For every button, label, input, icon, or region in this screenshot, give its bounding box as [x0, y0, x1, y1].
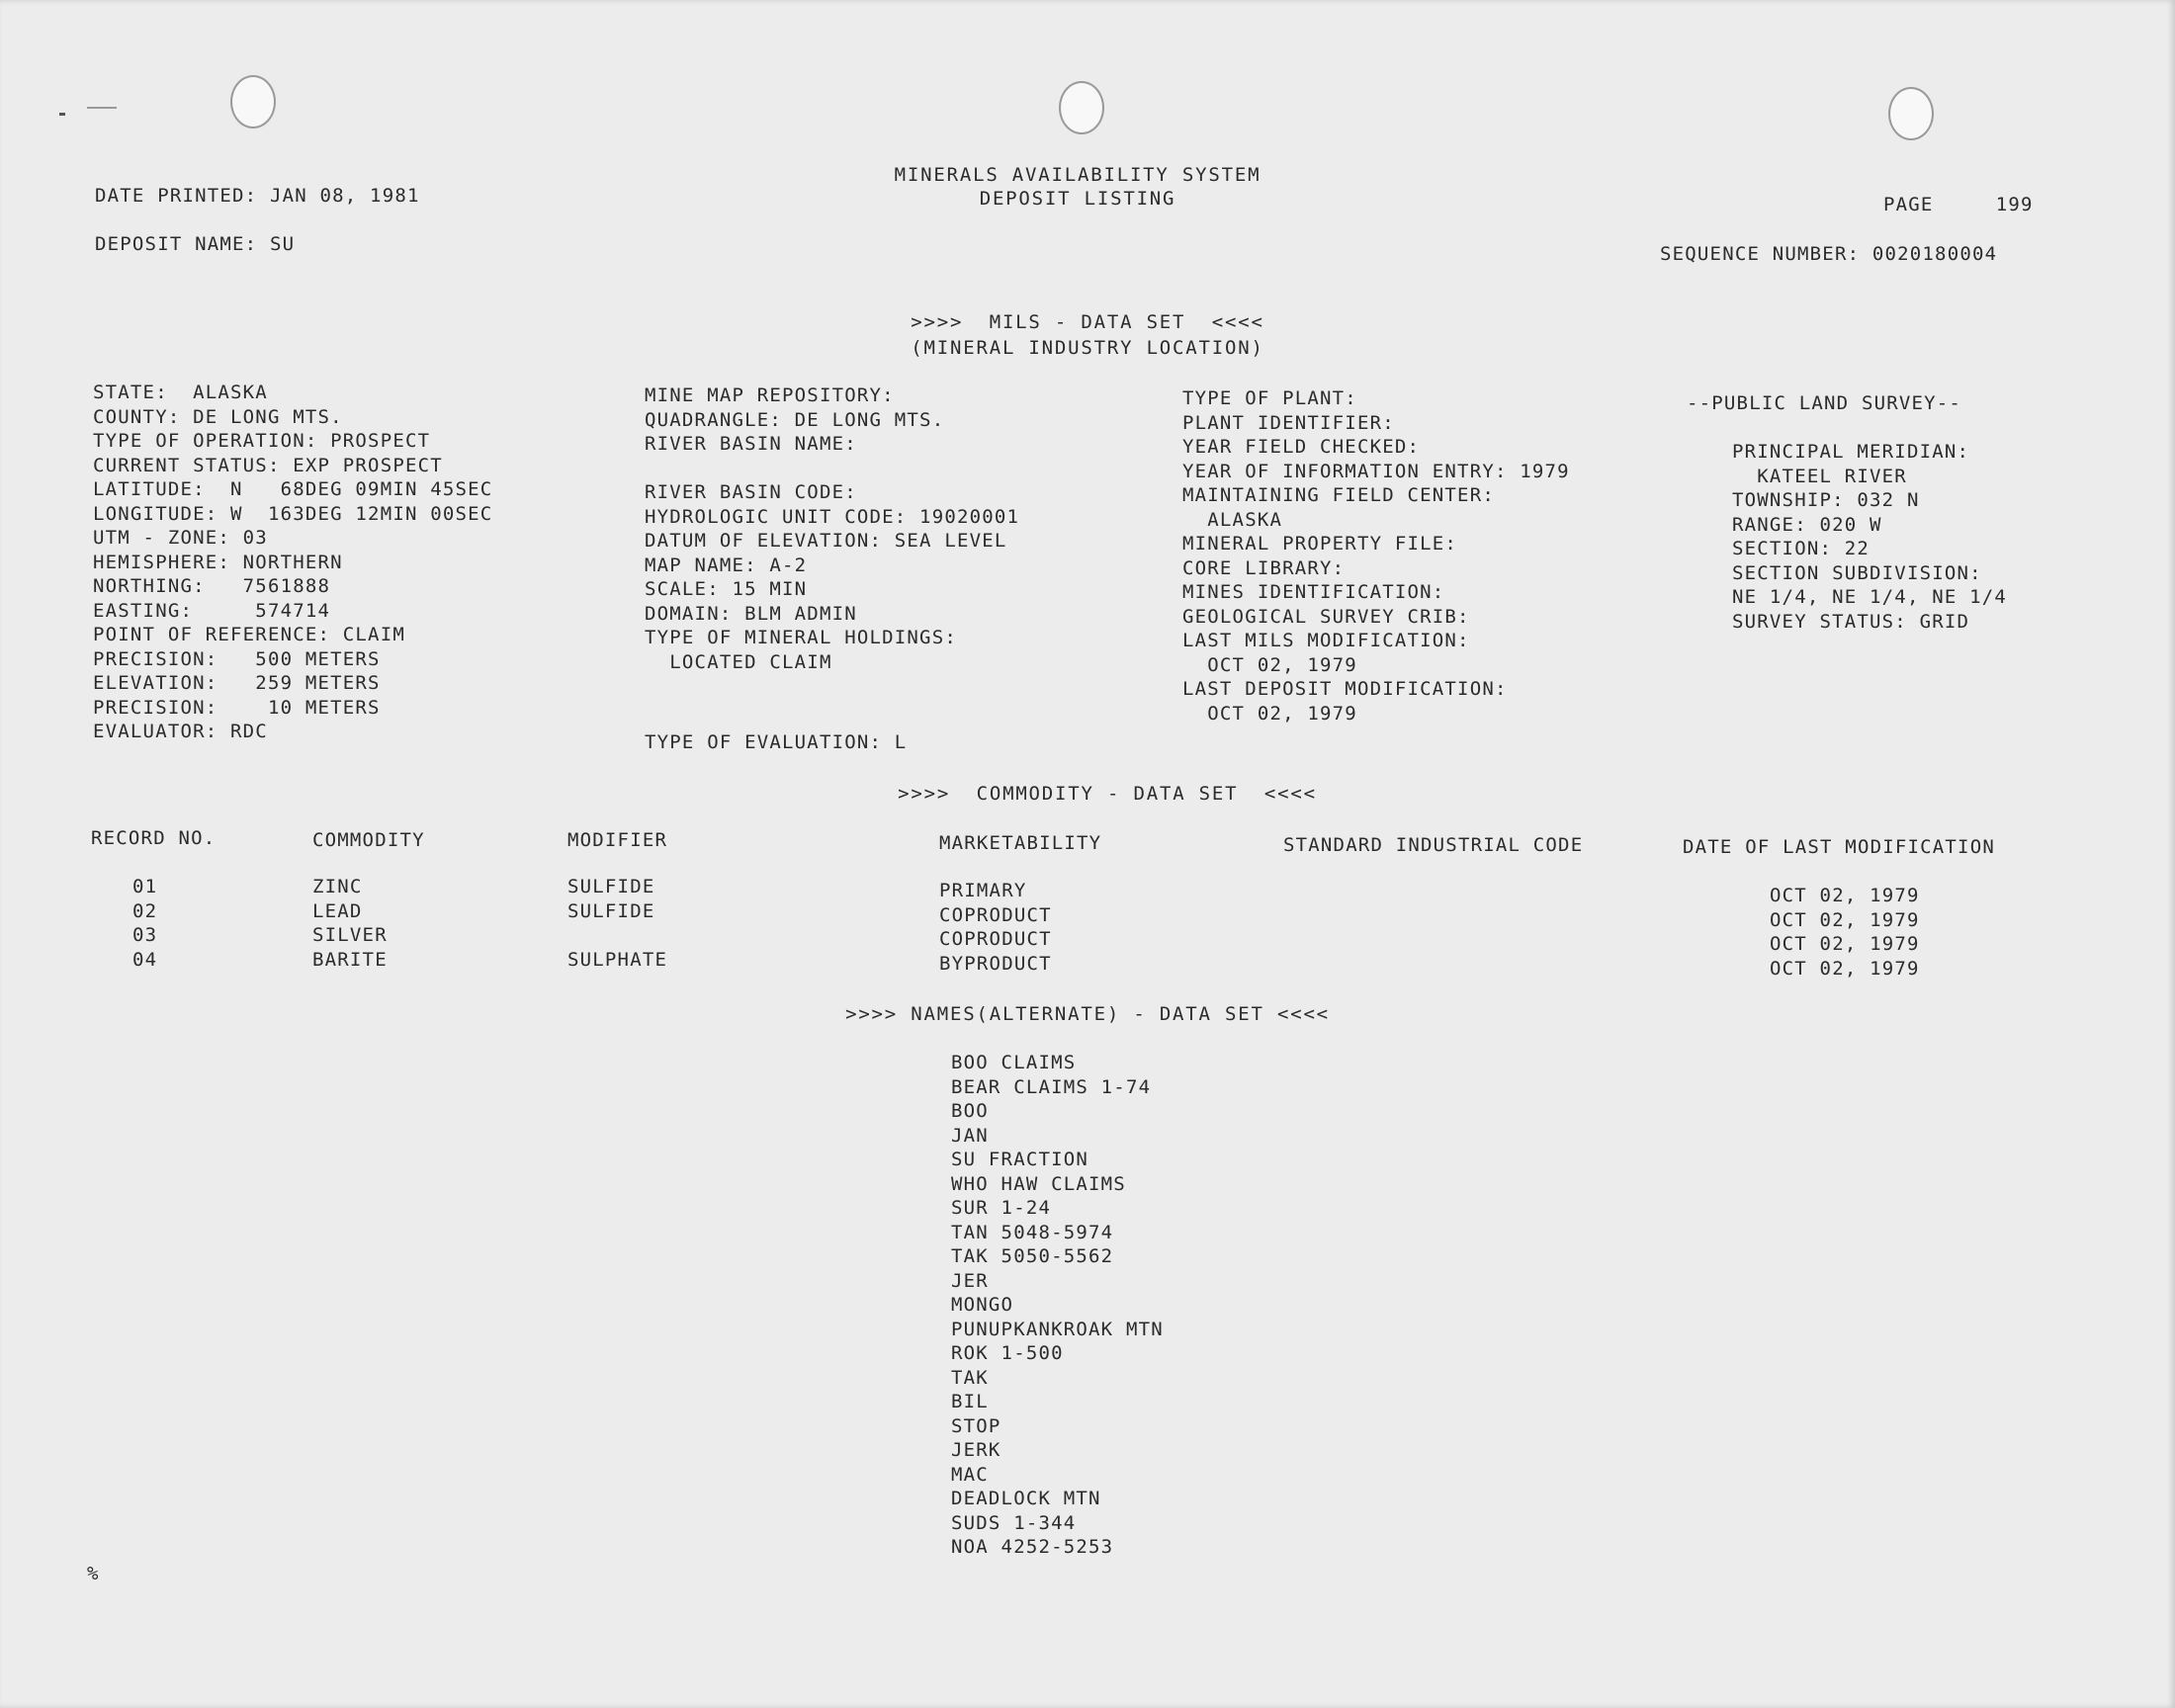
- field-line: TOWNSHIP: 032 N: [1732, 489, 1920, 511]
- date-cell: OCT 02, 1979: [1770, 908, 1920, 931]
- deposit-name: DEPOSIT NAME: SU: [95, 233, 296, 255]
- alternate-names-list: [951, 1051, 1164, 1560]
- list-item: JER: [951, 1269, 989, 1292]
- list-item: DEADLOCK MTN: [951, 1488, 1101, 1509]
- col-header-sic: STANDARD INDUSTRIAL CODE: [1283, 834, 1584, 856]
- commodity-cell: SILVER: [312, 924, 388, 946]
- field-line: MINES IDENTIFICATION:: [1182, 581, 1445, 603]
- marketability-cell: PRIMARY: [939, 880, 1027, 901]
- marketability-cell: COPRODUCT: [939, 928, 1052, 950]
- list-item: SUR 1-24: [951, 1197, 1052, 1219]
- field-line: MINE MAP REPOSITORY:: [645, 384, 895, 406]
- list-item: BIL: [951, 1391, 989, 1412]
- list-item: BEAR CLAIMS 1-74: [951, 1075, 1152, 1098]
- punch-hole-left: [230, 75, 276, 128]
- names-section-title: >>>> NAMES(ALTERNATE) - DATA SET <<<<: [845, 1003, 1330, 1025]
- field-line: RANGE: 020 W: [1732, 513, 1882, 536]
- field-line: SCALE: 15 MIN: [645, 578, 808, 600]
- list-item: TAK: [951, 1366, 989, 1389]
- field-line: RIVER BASIN NAME:: [645, 433, 857, 455]
- field-line: HEMISPHERE: NORTHERN: [93, 551, 343, 573]
- record-cell: 04: [132, 948, 158, 971]
- field-line: LAST DEPOSIT MODIFICATION:: [1182, 678, 1508, 700]
- list-item: STOP: [951, 1414, 1001, 1437]
- marketability-cell: BYPRODUCT: [939, 952, 1052, 975]
- list-item: BOO: [951, 1100, 989, 1122]
- mils-section-title: >>>> MILS - DATA SET <<<<: [911, 311, 1264, 333]
- field-line: UTM - ZONE: 03: [93, 527, 268, 549]
- col-header-marketability: MARKETABILITY: [939, 832, 1102, 854]
- field-line: CURRENT STATUS: EXP PROSPECT: [93, 454, 443, 476]
- table-row: [0, 875, 2175, 906]
- field-line: GEOLOGICAL SURVEY CRIB:: [1182, 605, 1470, 628]
- field-line: COUNTY: DE LONG MTS.: [93, 405, 343, 428]
- field-line: NE 1/4, NE 1/4, NE 1/4: [1732, 586, 2008, 608]
- field-line: EVALUATOR: RDC: [93, 721, 268, 742]
- field-line: DATUM OF ELEVATION: SEA LEVEL: [645, 530, 1007, 552]
- list-item: BOO CLAIMS: [951, 1052, 1077, 1073]
- field-line: YEAR FIELD CHECKED:: [1182, 436, 1421, 458]
- field-line: KATEEL RIVER: [1732, 465, 1907, 487]
- field-line: YEAR OF INFORMATION ENTRY: 1979: [1182, 460, 1570, 482]
- list-item: MAC: [951, 1463, 989, 1486]
- mils-plant-column: [1182, 386, 1570, 726]
- field-line: SECTION: 22: [1732, 538, 1870, 559]
- col-header-modifier: MODIFIER: [567, 829, 668, 851]
- commodity-table: [0, 875, 2175, 980]
- mils-location-column: [93, 381, 492, 744]
- punch-hole-right: [1888, 87, 1934, 140]
- field-line: PRECISION: 500 METERS: [93, 647, 381, 670]
- commodity-cell: BARITE: [312, 948, 388, 971]
- date-cell: OCT 02, 1979: [1770, 933, 1920, 955]
- record-cell: 02: [132, 899, 158, 922]
- list-item: NOA 4252-5253: [951, 1536, 1114, 1558]
- record-cell: 03: [132, 924, 158, 946]
- field-line: TYPE OF OPERATION: PROSPECT: [93, 430, 431, 452]
- field-line: SECTION SUBDIVISION:: [1732, 561, 1982, 584]
- field-line: EASTING: 574714: [93, 599, 331, 622]
- list-item: JAN: [951, 1124, 989, 1147]
- field-line: LATITUDE: N 68DEG 09MIN 45SEC: [93, 478, 493, 500]
- field-line: OCT 02, 1979: [1182, 702, 1357, 725]
- date-cell: OCT 02, 1979: [1770, 957, 1920, 980]
- col-header-date: DATE OF LAST MODIFICATION: [1683, 836, 1995, 858]
- public-land-survey-column: [1732, 440, 2007, 634]
- list-item: SU FRACTION: [951, 1149, 1089, 1170]
- field-line: ELEVATION: 259 METERS: [93, 672, 381, 694]
- field-line: RIVER BASIN CODE:: [645, 481, 857, 503]
- field-line: MAINTAINING FIELD CENTER:: [1182, 484, 1495, 506]
- field-line: CORE LIBRARY:: [1182, 556, 1346, 579]
- table-row: [0, 899, 2175, 931]
- field-line: OCT 02, 1979: [1182, 653, 1357, 676]
- mils-section-subtitle: (MINERAL INDUSTRY LOCATION): [911, 337, 1264, 359]
- modifier-cell: SULFIDE: [567, 876, 655, 897]
- list-item: WHO HAW CLAIMS: [951, 1172, 1126, 1195]
- field-line: DOMAIN: BLM ADMIN: [645, 602, 857, 625]
- list-item: JERK: [951, 1439, 1001, 1461]
- footer-mark: %: [87, 1563, 100, 1584]
- field-line: PRECISION: 10 METERS: [93, 696, 381, 719]
- list-item: TAN 5048-5974: [951, 1221, 1114, 1243]
- field-line: MAP NAME: A-2: [645, 554, 808, 576]
- col-header-record: RECORD NO.: [91, 827, 217, 849]
- field-line: TYPE OF PLANT:: [1182, 387, 1357, 409]
- field-line: PRINCIPAL MERIDIAN:: [1732, 441, 1970, 463]
- field-line: NORTHING: 7561888: [93, 575, 331, 597]
- field-line: [645, 457, 1019, 481]
- field-line: POINT OF REFERENCE: CLAIM: [93, 624, 405, 645]
- table-row: [0, 948, 2175, 980]
- list-item: MONGO: [951, 1294, 1014, 1316]
- modifier-cell: SULFIDE: [567, 899, 655, 922]
- ink-smudge: [87, 107, 117, 109]
- sequence-number: SEQUENCE NUMBER: 0020180004: [1660, 243, 1998, 265]
- field-line: MINERAL PROPERTY FILE:: [1182, 533, 1458, 555]
- commodity-cell: ZINC: [312, 876, 363, 897]
- date-cell: OCT 02, 1979: [1770, 885, 1920, 906]
- ink-speck: [59, 113, 65, 116]
- punch-hole-center: [1059, 81, 1104, 134]
- commodity-section-title: >>>> COMMODITY - DATA SET <<<<: [898, 783, 1317, 805]
- system-title: MINERALS AVAILABILITY SYSTEM: [894, 164, 1262, 186]
- list-item: SUDS 1-344: [951, 1511, 1077, 1534]
- modifier-cell: SULPHATE: [567, 948, 668, 971]
- mils-map-column: [645, 384, 1019, 674]
- list-item: PUNUPKANKROAK MTN: [951, 1318, 1164, 1340]
- field-line: LOCATED CLAIM: [645, 650, 832, 673]
- field-line: ALASKA: [1182, 508, 1283, 531]
- date-printed: DATE PRINTED: JAN 08, 1981: [95, 185, 420, 207]
- field-line: STATE: ALASKA: [93, 382, 268, 403]
- page-number: PAGE 199: [1883, 194, 2034, 215]
- type-of-evaluation: TYPE OF EVALUATION: L: [645, 731, 908, 753]
- field-line: LAST MILS MODIFICATION:: [1182, 630, 1470, 651]
- field-line: LONGITUDE: W 163DEG 12MIN 00SEC: [93, 502, 493, 525]
- public-land-survey-title: --PUBLIC LAND SURVEY--: [1687, 392, 1962, 414]
- field-line: QUADRANGLE: DE LONG MTS.: [645, 408, 945, 431]
- col-header-commodity: COMMODITY: [312, 829, 425, 851]
- field-line: HYDROLOGIC UNIT CODE: 19020001: [645, 505, 1020, 528]
- list-item: ROK 1-500: [951, 1342, 1064, 1364]
- listing-title: DEPOSIT LISTING: [979, 188, 1176, 210]
- table-row: [0, 923, 2175, 955]
- list-item: TAK 5050-5562: [951, 1245, 1114, 1267]
- marketability-cell: COPRODUCT: [939, 903, 1052, 926]
- field-line: SURVEY STATUS: GRID: [1732, 610, 1970, 633]
- field-line: PLANT IDENTIFIER:: [1182, 411, 1395, 434]
- commodity-cell: LEAD: [312, 899, 363, 922]
- field-line: TYPE OF MINERAL HOLDINGS:: [645, 627, 957, 648]
- record-cell: 01: [132, 876, 158, 897]
